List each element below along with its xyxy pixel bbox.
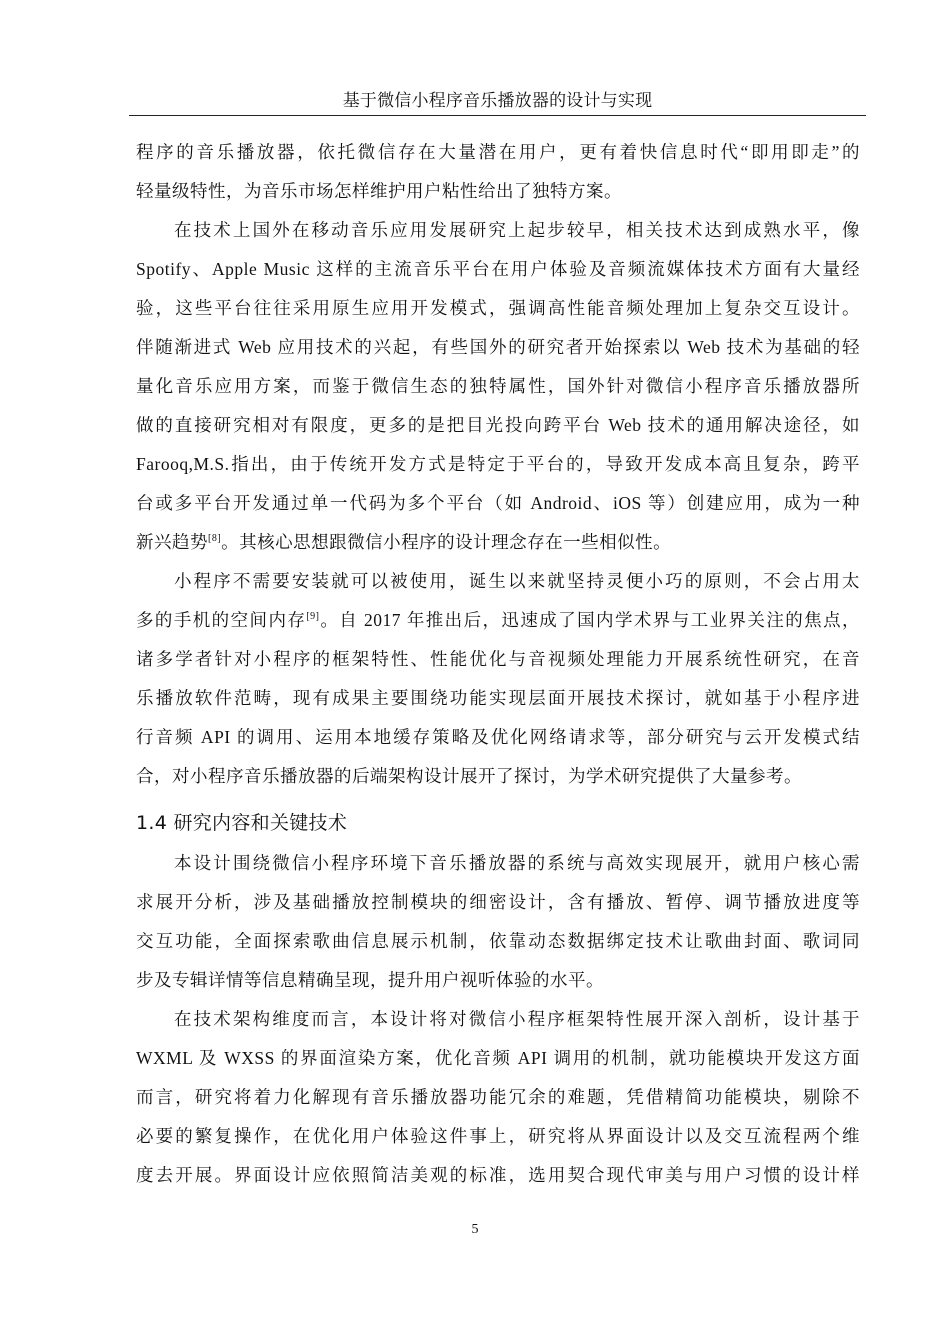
text-line: 在技术上国外在移动音乐应用发展研究上起步较早，相关技术达到成熟水平，像: [174, 220, 860, 240]
text-line: 验，这些平台往往采用原生应用开发模式，强调高性能音频处理加上复杂交互设计。: [136, 298, 860, 318]
section-heading: 1.4 研究内容和关键技术: [136, 812, 348, 834]
running-header: [129, 90, 866, 116]
text-fragment: 多的手机的空间内存: [136, 610, 307, 630]
text-line: 合，对小程序音乐播放器的后端架构设计展开了探讨，为学术研究提供了大量参考。: [136, 766, 802, 786]
paragraph-design-scope: [136, 844, 860, 1000]
paragraph-foreign-research: [136, 211, 860, 562]
text-line: 交互功能，全面探索歌曲信息展示机制，依靠动态数据绑定技术让歌曲封面、歌词同: [136, 931, 860, 951]
text-line: Spotify、Apple Music 这样的主流音乐平台在用户体验及音频流媒体技术方面有大量经: [136, 259, 860, 279]
paragraph-miniprogram: [136, 562, 860, 796]
text-line: [136, 523, 860, 562]
text-line: 量化音乐应用方案，而鉴于微信生态的独特属性，国外针对微信小程序音乐播放器所: [136, 376, 860, 396]
text-line: 做的直接研究相对有限度，更多的是把目光投向跨平台 Web 技术的通用解决途径，如: [136, 415, 860, 435]
text-line: 行音频 API 的调用、运用本地缓存策略及优化网络请求等，部分研究与云开发模式结: [136, 727, 860, 747]
page-body: [136, 133, 860, 1195]
paragraph-architecture: [136, 1000, 860, 1195]
text-line: Farooq,M.S.指出，由于传统开发方式是特定于平台的，导致开发成本高且复杂，跨平: [136, 454, 860, 474]
text-line: 小程序不需要安装就可以被使用，诞生以来就坚持灵便小巧的原则，不会占用太: [174, 571, 860, 591]
text-line: 求展开分析，涉及基础播放控制模块的细密设计，含有播放、暂停、调节播放进度等: [136, 892, 860, 912]
text-line: 程序的音乐播放器，依托微信存在大量潜在用户，更有着快信息时代“即用即走”的: [136, 142, 860, 162]
citation-ref-8[interactable]: [8]: [208, 533, 222, 544]
text-line: 本设计围绕微信小程序环境下音乐播放器的系统与高效实现展开，就用户核心需: [174, 853, 860, 873]
text-fragment: 。自 2017 年推出后，迅速成了国内学术界与工业界关注的焦点，: [319, 610, 861, 630]
text-fragment: 新兴趋势: [136, 532, 208, 552]
text-line: 轻量级特性，为音乐市场怎样维护用户粘性给出了独特方案。: [136, 181, 622, 201]
text-line: 度去开展。界面设计应依照简洁美观的标准，选用契合现代审美与用户习惯的设计样: [136, 1165, 860, 1185]
text-line: 而言，研究将着力化解现有音乐播放器功能冗余的难题，凭借精简功能模块，剔除不: [136, 1087, 860, 1107]
text-line: 乐播放软件范畴，现有成果主要围绕功能实现层面开展技术探讨，就如基于小程序进: [136, 688, 860, 708]
paragraph-continued: [136, 133, 860, 211]
text-line: WXML 及 WXSS 的界面渲染方案，优化音频 API 调用的机制，就功能模块开发这方面: [136, 1048, 860, 1068]
text-line: 伴随渐进式 Web 应用技术的兴起，有些国外的研究者开始探索以 Web 技术为基础的轻: [136, 337, 860, 357]
page-number: 5: [471, 1222, 479, 1237]
citation-ref-9[interactable]: [9]: [306, 611, 320, 622]
text-line: 诸多学者针对小程序的框架特性、性能优化与音视频处理能力开展系统性研究，在音: [136, 649, 860, 669]
text-line: 步及专辑详情等信息精确呈现，提升用户视听体验的水平。: [136, 970, 604, 990]
text-fragment: 。其核心思想跟微信小程序的设计理念存在一些相似性。: [221, 532, 672, 552]
text-line: 台或多平台开发通过单一代码为多个平台（如 Android、iOS 等）创建应用，成为一种: [136, 493, 860, 513]
text-line: 必要的繁复操作，在优化用户体验这件事上，研究将从界面设计以及交互流程两个维: [136, 1126, 860, 1146]
running-header-title: 基于微信小程序音乐播放器的设计与实现: [342, 91, 653, 110]
text-line: 在技术架构维度而言，本设计将对微信小程序框架特性展开深入剖析，设计基于: [174, 1009, 860, 1029]
text-line: [136, 601, 860, 640]
